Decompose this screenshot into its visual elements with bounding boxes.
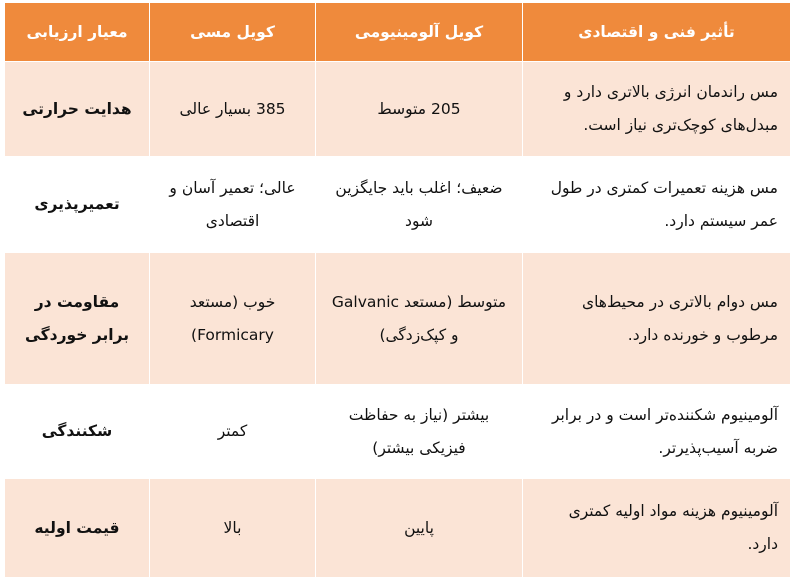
impact-cell: آلومینیوم هزینه مواد اولیه کمتری دارد. bbox=[523, 479, 791, 578]
criterion-cell: قیمت اولیه bbox=[5, 479, 150, 578]
copper-cell: 385 بسیار عالی bbox=[150, 62, 316, 157]
criterion-cell: مقاومت در برابر خوردگی bbox=[5, 253, 150, 385]
criterion-cell: شکنندگی bbox=[5, 385, 150, 479]
header-copper: کویل مسی bbox=[150, 3, 316, 62]
aluminum-cell: 205 متوسط bbox=[316, 62, 523, 157]
aluminum-cell: بیشتر (نیاز به حفاظت فیزیکی بیشتر) bbox=[316, 385, 523, 479]
impact-cell: مس هزینه تعمیرات کمتری در طول عمر سیستم دارد. bbox=[523, 157, 791, 253]
header-aluminum: کویل آلومینیومی bbox=[316, 3, 523, 62]
aluminum-cell: ضعیف؛ اغلب باید جایگزین شود bbox=[316, 157, 523, 253]
table-row bbox=[5, 253, 791, 385]
impact-cell: مس راندمان انرژی بالاتری دارد و مبدل‌های کوچک‌تری نیاز است. bbox=[523, 62, 791, 157]
table-row bbox=[5, 385, 791, 479]
header-impact: تأثیر فنی و اقتصادی bbox=[523, 3, 791, 62]
table-row bbox=[5, 479, 791, 578]
aluminum-cell: پایین bbox=[316, 479, 523, 578]
impact-cell: آلومینیوم شکننده‌تر است و در برابر ضربه آسیب‌پذیرتر. bbox=[523, 385, 791, 479]
aluminum-cell: متوسط (مستعد Galvanic و کپک‌زدگی) bbox=[316, 253, 523, 385]
table-row bbox=[5, 157, 791, 253]
comparison-table bbox=[4, 2, 791, 578]
criterion-cell: هدایت حرارتی bbox=[5, 62, 150, 157]
header-criterion: معیار ارزیابی bbox=[5, 3, 150, 62]
copper-cell: عالی؛ تعمیر آسان و اقتصادی bbox=[150, 157, 316, 253]
table-row bbox=[5, 62, 791, 157]
header-row bbox=[5, 3, 791, 62]
copper-cell: بالا bbox=[150, 479, 316, 578]
criterion-cell: تعمیرپذیری bbox=[5, 157, 150, 253]
copper-cell: کمتر bbox=[150, 385, 316, 479]
copper-cell: خوب (مستعد Formicary) bbox=[150, 253, 316, 385]
impact-cell: مس دوام بالاتری در محیط‌های مرطوب و خورنده دارد. bbox=[523, 253, 791, 385]
